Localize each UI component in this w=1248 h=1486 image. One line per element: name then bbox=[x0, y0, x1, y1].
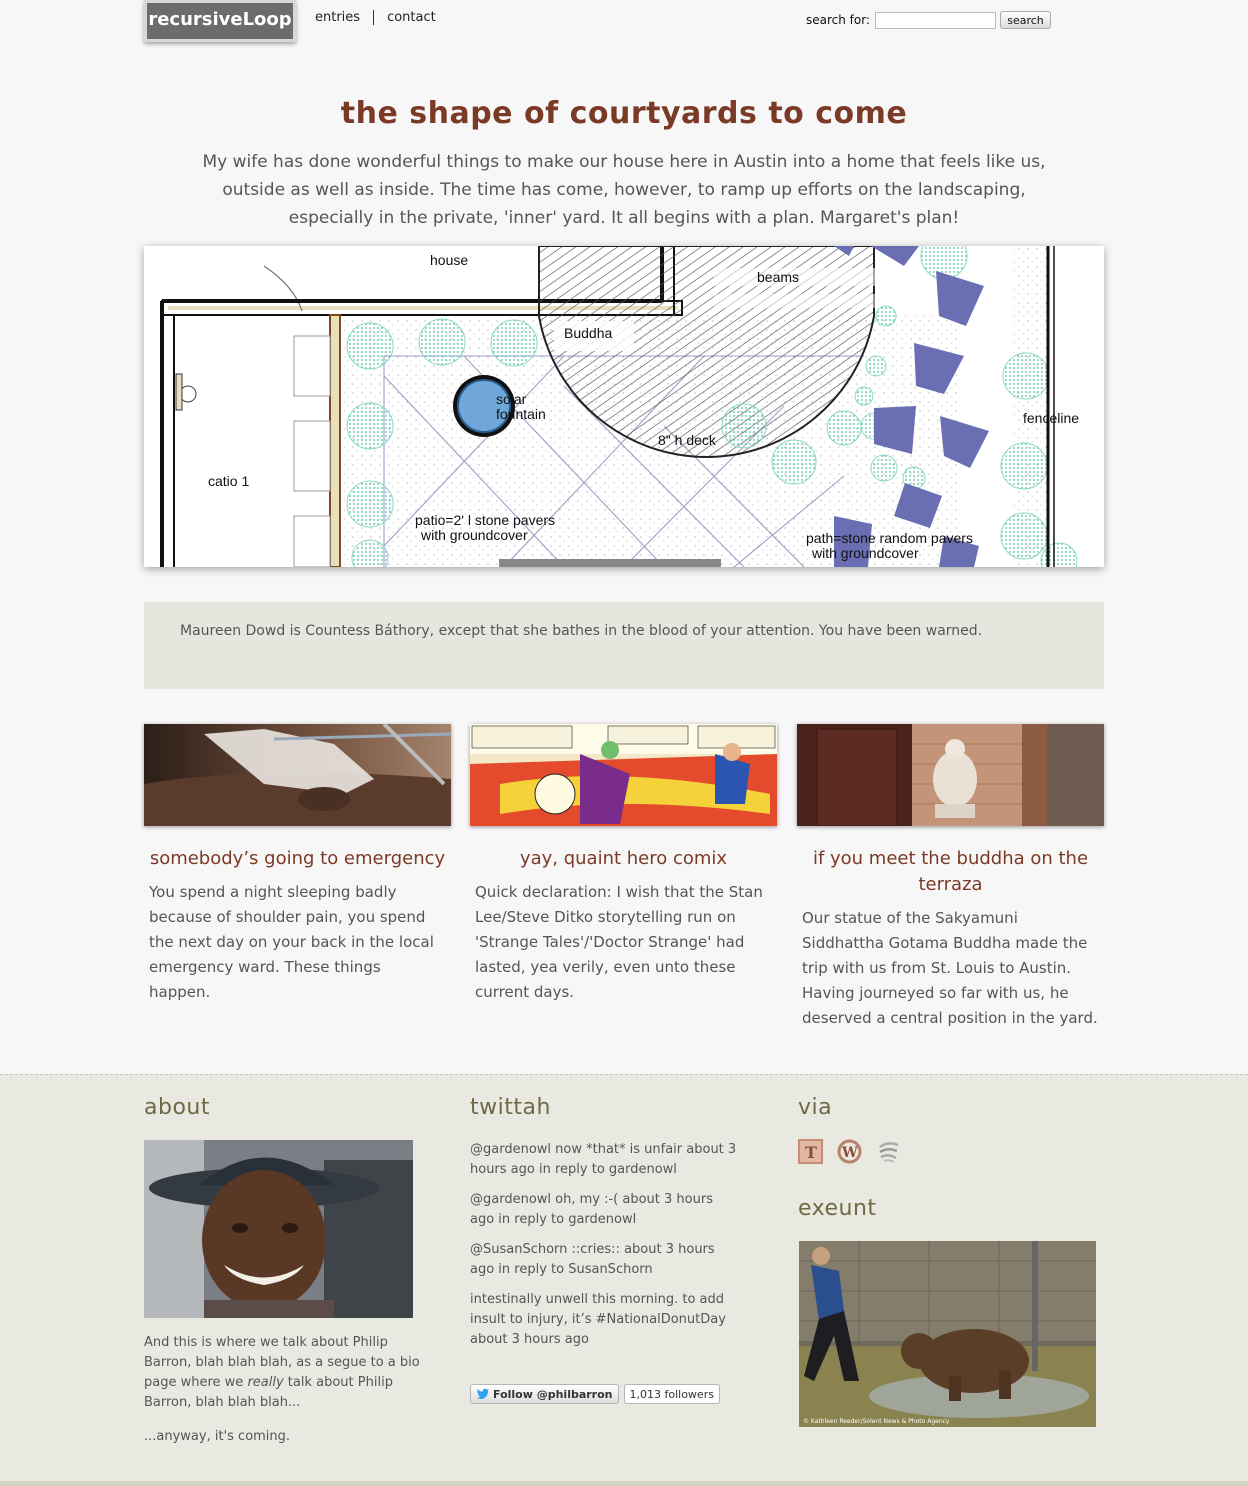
about-photo[interactable] bbox=[144, 1140, 413, 1318]
plan-label-path-sub: with groundcover bbox=[812, 545, 919, 561]
site-logo[interactable]: recursiveLoop bbox=[144, 0, 296, 42]
plan-label-beams: beams bbox=[757, 269, 800, 285]
search-label: search for: bbox=[806, 13, 871, 27]
svg-text:T: T bbox=[805, 1143, 817, 1162]
plan-label-solar: solar bbox=[496, 391, 527, 407]
tumblr-icon[interactable] bbox=[798, 1139, 823, 1164]
plan-label-catio: catio 1 bbox=[208, 473, 250, 489]
main-nav bbox=[315, 10, 436, 25]
nav-entries[interactable]: entries bbox=[315, 10, 361, 25]
search-input[interactable] bbox=[875, 12, 996, 29]
post-thumbnail[interactable] bbox=[144, 724, 451, 826]
about-text-em: really bbox=[247, 1375, 284, 1390]
courtyard-plan-image[interactable] bbox=[144, 246, 1104, 567]
exeunt-photo[interactable] bbox=[799, 1241, 1096, 1427]
about-paragraph-2: ...anyway, it's coming. bbox=[144, 1429, 291, 1444]
plan-label-fountain: fountain bbox=[496, 406, 546, 422]
about-text-1: And this is where we talk about Philip Barron, blah blah blah, as a segue to a bio page where we bbox=[144, 1335, 420, 1390]
post-card-excerpt: Our statue of the Sakyamuni Siddhattha Gotama Buddha made the trip with us from St. Louis to Austin. Having journeyed so far with us, he deserved a central position in the yard. bbox=[802, 909, 1098, 1027]
nav-contact[interactable]: contact bbox=[387, 10, 436, 25]
about-heading: about bbox=[144, 1095, 210, 1120]
plan-label-fenceline: fenceline bbox=[1023, 410, 1080, 426]
plan-label-deck: 8" h deck bbox=[658, 432, 716, 448]
post-card bbox=[797, 724, 1104, 1031]
footer-bottom-bar bbox=[0, 1481, 1248, 1486]
search-button[interactable]: search bbox=[1000, 11, 1051, 29]
twitter-followers-count: 1,013 followers bbox=[624, 1384, 720, 1404]
tweet[interactable]: intestinally unwell this morning. to add insult to injury, it’s #NationalDonutDay about 3 hours ago bbox=[470, 1292, 726, 1347]
post-thumbnail[interactable] bbox=[470, 724, 777, 826]
about-text bbox=[144, 1333, 424, 1447]
twitter-follow-label: Follow @philbarron bbox=[493, 1387, 613, 1401]
via-icons bbox=[798, 1139, 901, 1164]
search-form bbox=[806, 11, 1051, 29]
tagline-quote: Maureen Dowd is Countess Báthory, except that she bathes in the blood of your attention. You have been warned. bbox=[144, 602, 1104, 689]
post-card-excerpt: Quick declaration: I wish that the Stan Lee/Steve Ditko storytelling run on 'Strange Tales'/'Doctor Strange' had lasted, yea verily, even unto these current days. bbox=[475, 883, 763, 1001]
about-text-2: talk about Philip Barron, blah blah blah... bbox=[144, 1375, 393, 1410]
plan-label-buddha: Buddha bbox=[564, 325, 613, 341]
post-card bbox=[144, 724, 451, 1005]
via-heading: via bbox=[798, 1095, 833, 1120]
svg-text:W: W bbox=[842, 1145, 858, 1161]
post-thumbnail[interactable] bbox=[797, 724, 1104, 826]
twitter-heading: twittah bbox=[470, 1095, 551, 1120]
tweet[interactable]: @gardenowl now *that* is unfair about 3 hours ago in reply to gardenowl bbox=[470, 1142, 737, 1177]
plan-label-path: path=stone random pavers bbox=[806, 530, 973, 546]
wordpress-icon[interactable] bbox=[837, 1139, 862, 1164]
post-title[interactable]: the shape of courtyards to come bbox=[340, 96, 908, 131]
about-paragraph bbox=[144, 1333, 424, 1413]
exeunt-heading: exeunt bbox=[798, 1196, 877, 1221]
post-card-title[interactable]: if you meet the buddha on the terraza bbox=[812, 848, 1089, 895]
post-card-title[interactable]: yay, quaint hero comix bbox=[519, 848, 728, 869]
post-intro: My wife has done wonderful things to make our house here in Austin into a home that feels like us, outside as well as inside. The time has come, however, to ramp up efforts on the landscaping, especially in the private, 'inner' yard. It all begins with a plan. Margaret's plan! bbox=[202, 152, 1046, 228]
feed-icon[interactable] bbox=[876, 1139, 901, 1164]
twitter-follow-widget bbox=[470, 1384, 720, 1404]
exeunt-photo-credit: © Kathleen Reeder/Solent News & Photo Agency bbox=[803, 1418, 950, 1425]
post-card-title[interactable]: somebody’s going to emergency bbox=[149, 848, 446, 869]
post-card bbox=[470, 724, 777, 1005]
plan-label-patio-sub: with groundcover bbox=[421, 527, 528, 543]
twitter-follow-button[interactable] bbox=[470, 1384, 619, 1404]
plan-label-patio: patio=2' l stone pavers bbox=[415, 512, 556, 528]
post-card-excerpt: You spend a night sleeping badly because of shoulder pain, you spend the next day on your back in the local emergency ward. These things happen. bbox=[149, 883, 434, 1001]
tweet[interactable]: @SusanSchorn ::cries:: about 3 hours ago in reply to SusanSchorn bbox=[470, 1242, 715, 1277]
twitter-bird-icon bbox=[476, 1388, 490, 1400]
plan-label-house: house bbox=[430, 252, 469, 268]
tweet[interactable]: @gardenowl oh, my :-( about 3 hours ago in reply to gardenowl bbox=[470, 1192, 713, 1227]
nav-separator bbox=[373, 10, 374, 25]
